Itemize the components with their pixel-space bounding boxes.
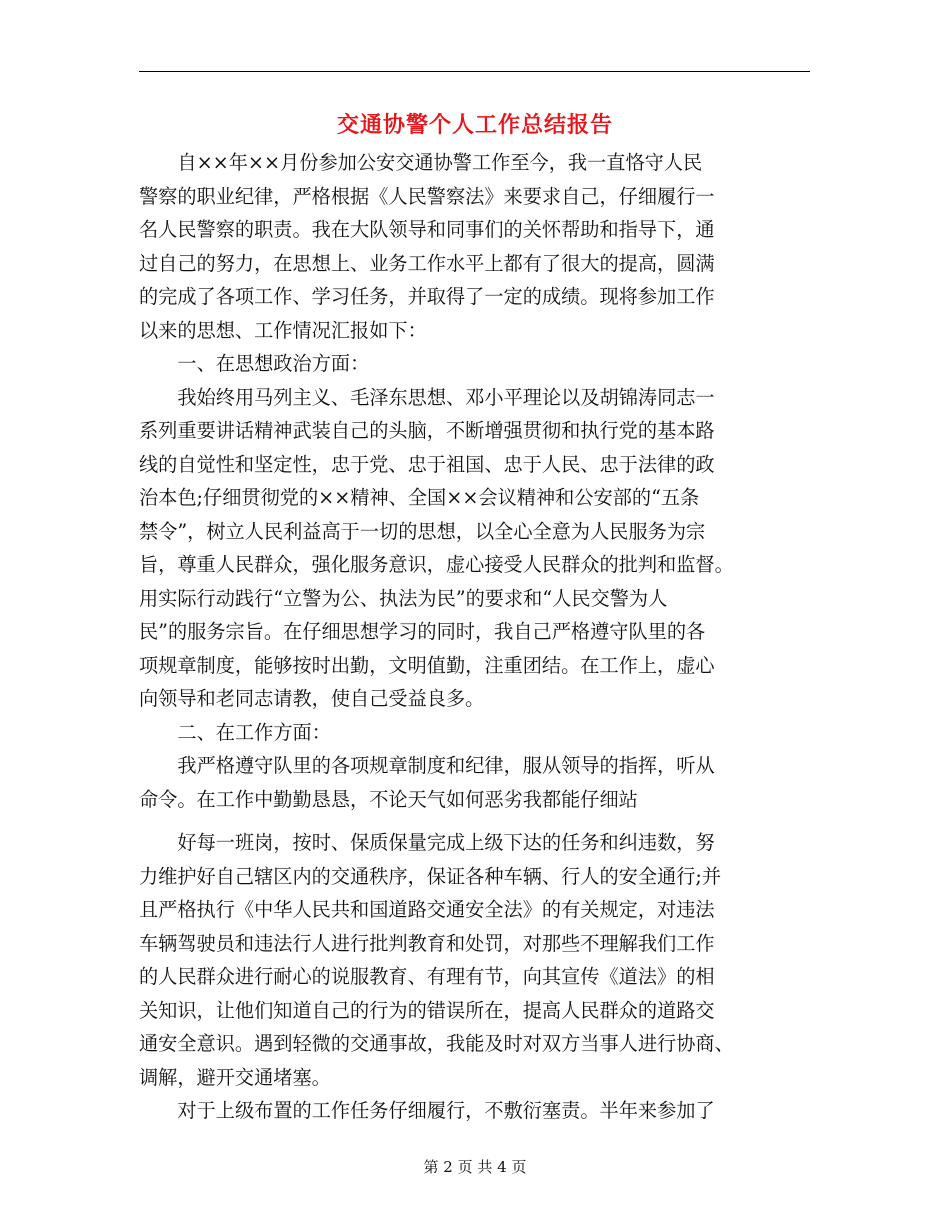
- text-line: 过自己的努力，在思想上、业务工作水平上都有了很大的提高，圆满: [139, 251, 715, 275]
- text-line: 用实际行动践行“立警为公、执法为民”的要求和“人民交警为人: [139, 586, 668, 610]
- text-line: 力维护好自己辖区内的交通秩序，保证各种车辆、行人的安全通行;并: [139, 864, 722, 888]
- text-line: 系列重要讲话精神武装自己的头脑，不断增强贯彻和执行党的基本路: [139, 419, 715, 442]
- document-title: 交通协警个人工作总结报告: [336, 112, 613, 138]
- text-line: 民”的服务宗旨。在仔细思想学习的同时，我自己严格遵守队里的各: [139, 620, 706, 643]
- text-line: 调解，避开交通堵塞。: [139, 1065, 331, 1089]
- text-line: 一、在思想政治方面：: [177, 352, 370, 375]
- text-line: 二、在工作方面：: [177, 720, 331, 744]
- text-line: 的人民群众进行耐心的说服教育、有理有节，向其宣传《道法》的相: [139, 965, 715, 988]
- text-line: 自××年××月份参加公安交通协警工作至今，我一直恪守人民: [177, 151, 703, 174]
- text-line: 我始终用马列主义、毛泽东思想、邓小平理论以及胡锦涛同志一: [177, 385, 715, 409]
- text-line: 项规章制度，能够按时出勤，文明值勤，注重团结。在工作上，虚心: [139, 653, 715, 677]
- text-line: 禁令”，树立人民利益高于一切的思想，以全心全意为人民服务为宗: [139, 519, 706, 543]
- text-line: 向领导和老同志请教，使自己受益良多。: [139, 687, 485, 710]
- header-rule: [139, 71, 810, 72]
- text-line: 线的自觉性和坚定性，忠于党、忠于祖国、忠于人民、忠于法律的政: [139, 452, 715, 476]
- text-line: 且严格执行《中华人民共和国道路交通安全法》的有关规定，对违法: [139, 898, 715, 921]
- text-line: 名人民警察的职责。我在大队领导和同事们的关怀帮助和指导下，通: [139, 218, 715, 241]
- text-line: 旨，尊重人民群众，强化服务意识，虚心接受人民群众的批判和监督。: [139, 553, 734, 576]
- text-line: 对于上级布置的工作任务仔细履行，不敷衍塞责。半年来参加了: [177, 1099, 715, 1122]
- text-line: 治本色;仔细贯彻党的××精神、全国××会议精神和公安部的“五条: [139, 486, 700, 509]
- text-line: 的完成了各项工作、学习任务，并取得了一定的成绩。现将参加工作: [139, 285, 715, 308]
- text-line: 关知识，让他们知道自己的行为的错误所在，提高人民群众的道路交: [139, 998, 715, 1022]
- document-body: [139, 146, 819, 1128]
- text-line: 以来的思想、工作情况汇报如下：: [139, 318, 427, 342]
- text-line: 警察的职业纪律，严格根据《人民警察法》来要求自己，仔细履行一: [139, 184, 715, 208]
- text-line: 命令。在工作中勤勤恳恳，不论天气如何恶劣我都能仔细站: [139, 787, 638, 811]
- text-line: 好每一班岗，按时、保质保量完成上级下达的任务和纠违数，努: [177, 831, 715, 854]
- text-line: 通安全意识。遇到轻微的交通事故，我能及时对双方当事人进行协商、: [139, 1032, 734, 1055]
- page-footer: 第 2 页 共 4 页: [423, 1158, 527, 1176]
- text-line: 车辆驾驶员和违法行人进行批判教育和处罚，对那些不理解我们工作: [139, 931, 715, 955]
- text-line: 我严格遵守队里的各项规章制度和纪律，服从领导的指挥，听从: [177, 754, 715, 777]
